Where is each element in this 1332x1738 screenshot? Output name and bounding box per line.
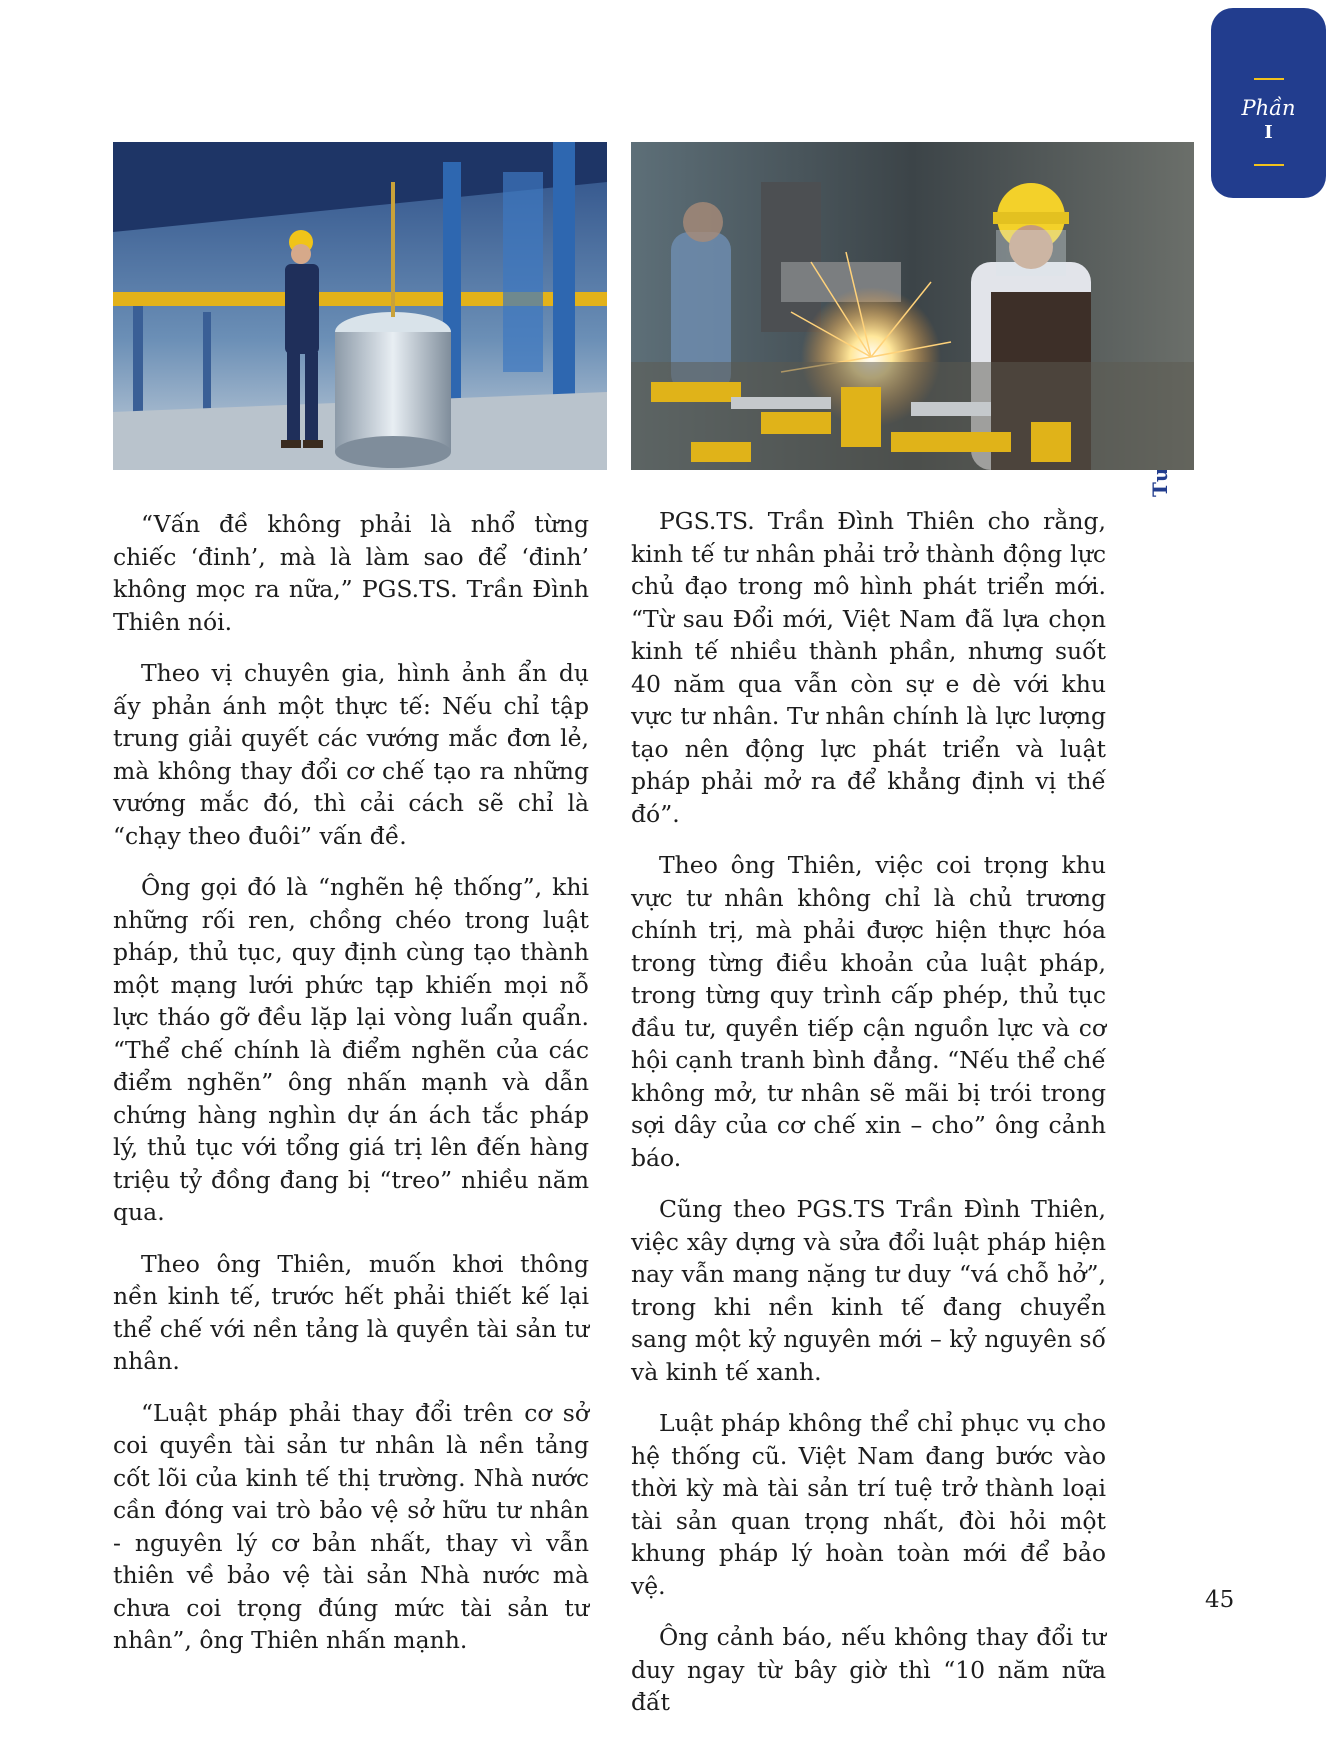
factory-welder-sparks-photo: [631, 142, 1194, 470]
paragraph: Ông gọi đó là “nghẽn hệ thống”, khi những rối ren, chồng chéo trong luật pháp, thủ tục, quy định cùng tạo thành một mạng lưới phức tạp khiến mọi nỗ lực tháo gỡ đều lặp lại vòng luẩn quẩn. “Thể chế chính là điểm nghẽn của các điểm nghẽn” ông nhấn mạnh và dẫn chứng hàng nghìn dự án ách tắc pháp lý, thủ tục với tổng giá trị lên đến hàng triệu tỷ đồng đang bị “treo” nhiều năm qua.: [113, 873, 589, 1226]
paragraph: Ông cảnh báo, nếu không thay đổi tư duy ngay từ bây giờ thì “10 năm nữa đất: [631, 1623, 1106, 1716]
paragraph: PGS.TS. Trần Đình Thiên cho rằng, kinh tế tư nhân phải trở thành động lực chủ đạo trong mô hình phát triển mới. “Từ sau Đổi mới, Việt Nam đã lựa chọn kinh tế nhiều thành phần, nhưng suốt 40 năm qua vẫn còn sự e dè với khu vực tư nhân. Tư nhân chính là lực lượng tạo nên động lực phát triển và luật pháp phải mở ra để khẳng định vị thế đó”.: [631, 507, 1106, 828]
paragraph: “Luật pháp phải thay đổi trên cơ sở coi quyền tài sản tư nhân là nền tảng cốt lõi của kinh tế thị trường. Nhà nước cần đóng vai trò bảo vệ sở hữu tư nhân - nguyên lý cơ bản nhất, thay vì vẫn thiên về bảo vệ tài sản Nhà nước mà chưa coi trọng đúng mức tài sản tư nhân”, ông Thiên nhấn mạnh.: [113, 1398, 589, 1654]
tab-word: Phần: [1241, 96, 1296, 120]
tab-divider-bottom: [1254, 164, 1284, 166]
chapter-tab: [1211, 8, 1326, 198]
tab-divider-top: [1254, 78, 1284, 80]
tab-number: I: [1264, 122, 1273, 143]
left-column: [113, 508, 589, 1676]
paragraph: Theo ông Thiên, việc coi trọng khu vực tư nhân không chỉ là chủ trương chính trị, mà phải được hiện thực hóa trong từng điều khoản của luật pháp, trong từng quy trình cấp phép, thủ tục đầu tư, quyền tiếp cận nguồn lực và cơ hội cạnh tranh bình đẳng. “Nếu thể chế không mở, tư nhân sẽ mãi bị trói trong sợi dây của cơ chế xin – cho” ông cảnh báo.: [631, 851, 1106, 1172]
paragraph: Cũng theo PGS.TS Trần Đình Thiên, việc xây dựng và sửa đổi luật pháp hiện nay vẫn mang nặng tư duy “vá chỗ hở”, trong khi nền kinh tế đang chuyển sang một kỷ nguyên mới – kỷ nguyên số và kinh tế xanh.: [631, 1195, 1106, 1386]
factory-worker-wire-coil-photo: [113, 142, 607, 470]
paragraph: Theo ông Thiên, muốn khơi thông nền kinh tế, trước hết phải thiết kế lại thể chế với nền tảng là quyền tài sản tư nhân.: [113, 1249, 589, 1375]
page-number: 45: [1205, 1587, 1235, 1613]
paragraph: Luật pháp không thể chỉ phục vụ cho hệ thống cũ. Việt Nam đang bước vào thời kỳ mà tài sản trí tuệ trở thành loại tài sản quan trọng nhất, đòi hỏi một khung pháp lý hoàn toàn mới để bảo vệ.: [631, 1409, 1106, 1600]
paragraph: “Vấn đề không phải là nhổ từng chiếc ‘đinh’, mà là làm sao để ‘đinh’ không mọc ra nữa,” PGS.TS. Trần Đình Thiên nói.: [113, 510, 589, 636]
paragraph: Theo vị chuyên gia, hình ảnh ẩn dụ ấy phản ánh một thực tế: Nếu chỉ tập trung giải quyết các vướng mắc đơn lẻ, mà không thay đổi cơ chế tạo ra những vướng mắc đó, thì cải cách sẽ chỉ là “chạy theo đuôi” vấn đề.: [113, 659, 589, 850]
right-column: [631, 505, 1106, 1738]
